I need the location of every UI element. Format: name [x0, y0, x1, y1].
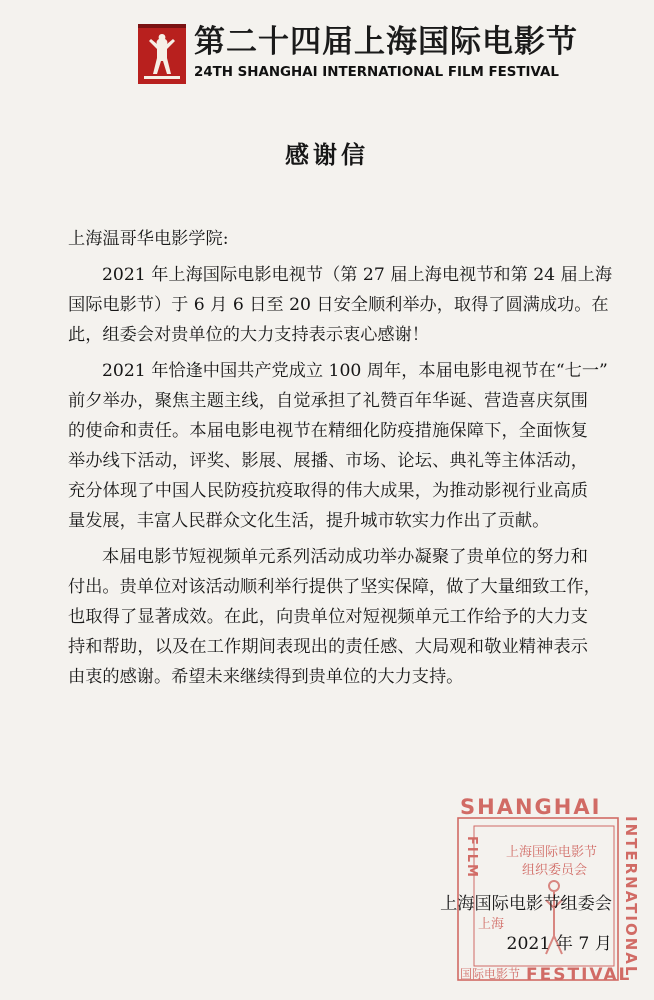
signature-date: 2021 年 7 月 [506, 934, 612, 954]
festival-logo-icon [138, 24, 186, 84]
paragraph-line: 付出。贵单位对该活动顺利举行提供了坚实保障，做了大量细致工作， [68, 577, 601, 597]
paragraph-line: 举办线下活动，评奖、影展、展播、市场、论坛、典礼等主体活动， [68, 451, 588, 471]
paragraph-1 [68, 260, 613, 350]
salutation: 上海温哥华电影学院: [68, 229, 229, 249]
paragraph-line: 国际电影节）于 6 月 6 日至 20 日安全顺利举办，取得了圆满成功。在 [68, 295, 609, 315]
paragraph-3 [68, 542, 601, 692]
seal-center-line1: 上海国际电影节 [506, 845, 598, 860]
paragraph-line: 量发展，丰富人民群众文化生活，提升城市软实力作出了贡献。 [68, 511, 550, 531]
seal-bottom-cn: 国际电影节 [460, 967, 521, 981]
paragraph-line: 2021 年上海国际电影电视节（第 27 届上海电视节和第 24 届上海 [102, 265, 613, 285]
letterhead [138, 20, 578, 90]
paragraph-line: 由衷的感谢。希望未来继续得到贵单位的大力支持。 [68, 667, 464, 687]
paragraph-line: 2021 年恰逢中国共产党成立 100 周年，本届电影电视节在“七一” [102, 361, 608, 381]
seal-text-left: FILM [464, 836, 479, 879]
seal-center-line2: 组织委员会 [522, 863, 588, 878]
paragraph-line: 也取得了显著成效。在此，向贵单位对短视频单元工作给予的大力支 [68, 607, 588, 627]
paragraph-line: 前夕举办，聚焦主题主线，自觉承担了礼赞百年华诞、营造喜庆氛围 [68, 391, 588, 411]
document-title: 感谢信 [285, 141, 369, 169]
letterhead-title-cn: 第二十四届上海国际电影节 [194, 24, 578, 60]
seal-text-top: SHANGHAI [460, 796, 602, 819]
letter-body [68, 224, 613, 692]
paragraph-line: 本届电影节短视频单元系列活动成功举办凝聚了贵单位的努力和 [102, 547, 588, 567]
seal-text-right: INTERNATIONAL [622, 816, 640, 978]
paragraph-line: 充分体现了中国人民防疫抗疫取得的伟大成果，为推动影视行业高质 [68, 481, 588, 501]
paragraph-line: 此，组委会对贵单位的大力支持表示衷心感谢！ [68, 325, 429, 345]
letterhead-title-en: 24TH SHANGHAI INTERNATIONAL FILM FESTIVAL [194, 65, 559, 80]
paragraph-line: 的使命和责任。本届电影电视节在精细化防疫措施保障下，全面恢复 [68, 421, 588, 441]
paragraph-line: 持和帮助，以及在工作期间表现出的责任感、大局观和敬业精神表示 [68, 637, 588, 657]
seal-left-cn: 上海 [478, 917, 505, 932]
paragraph-2 [68, 356, 608, 536]
signature-organization: 上海国际电影节组委会 [440, 894, 612, 914]
seal-text-bottom: FESTIVAL [526, 965, 632, 985]
